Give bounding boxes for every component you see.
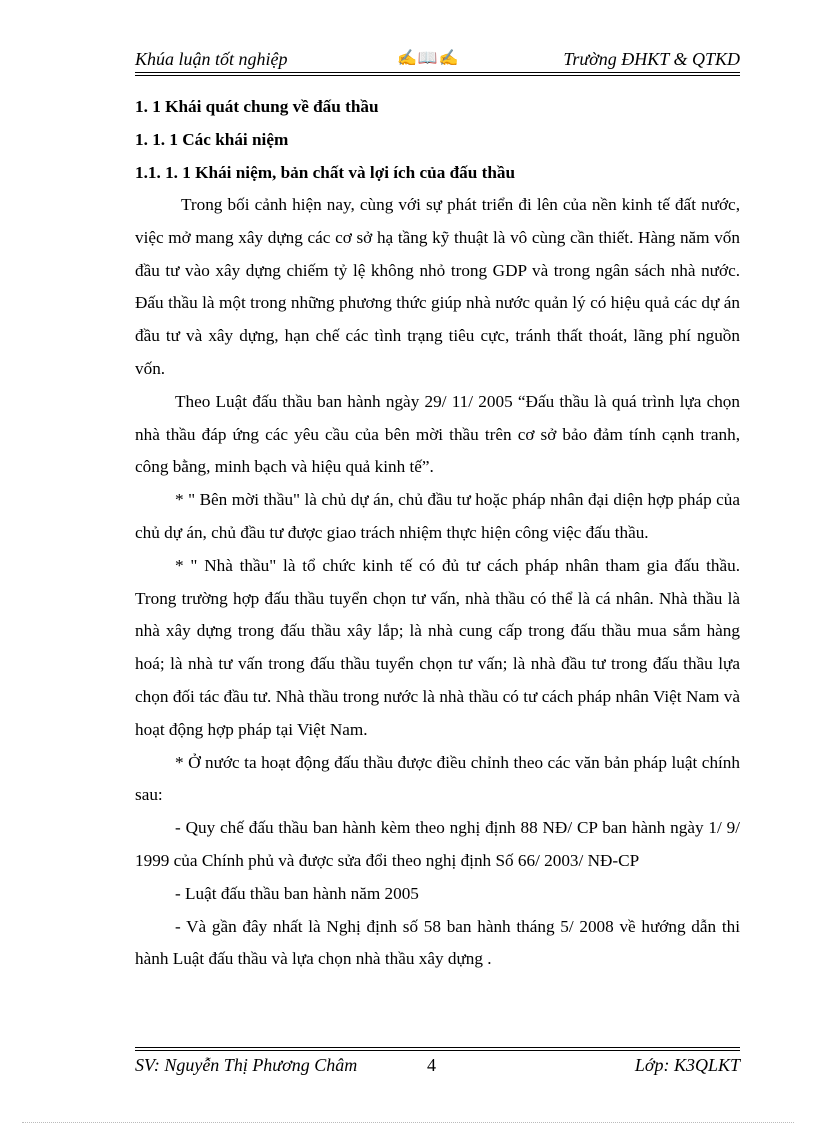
header-university: Trường ĐHKT & QTKD bbox=[563, 49, 740, 69]
heading-1-1: 1. 1. 1 Các khái niệm bbox=[135, 130, 289, 149]
page-header bbox=[135, 48, 740, 70]
paragraph-context: Trong bối cảnh hiện nay, cùng với sự phát triển đi lên của nền kinh tế đất nước, việc mở mang xây dựng các cơ sở hạ tầng kỹ thuật là vô cùng cần thiết. Hàng năm vốn đầu tư vào xây dựng chiếm tỷ lệ không nhỏ trong GDP và trong ngân sách nhà nước. Đấu thầu là một trong những phương thức giúp nhà nước quản lý có hiệu quả các dự án đầu tư và xây dựng, hạn chế các tình trạng tiêu cực, tránh thất thoát, lãng phí nguồn vốn. bbox=[135, 195, 740, 378]
header-ornament-icon: ✍📖✍ bbox=[397, 50, 460, 67]
list-item-decree-88: - Quy chế đấu thầu ban hành kèm theo nghị định 88 NĐ/ CP ban hành ngày 1/ 9/ 1999 của Chính phủ và được sửa đổi theo nghị định Số 66/ 2003/ NĐ-CP bbox=[135, 818, 740, 870]
paragraph-contractor: * " Nhà thầu" là tổ chức kinh tế có đủ tư cách pháp nhân tham gia đấu thầu. Trong trường hợp đấu thầu tuyển chọn tư vấn, nhà thầu có thể là cá nhân. Nhà thầu là nhà xây dựng trong đấu thầu xây lắp; là nhà cung cấp trong đấu thầu mua sắm hàng hoá; là nhà tư vấn trong đấu thầu tuyển chọn tư vấn; là nhà đầu tư trong đấu thầu lựa chọn đối tác đầu tư. Nhà thầu trong nước là nhà thầu có tư cách pháp nhân Việt Nam và hoạt động hợp pháp tại Việt Nam. bbox=[135, 555, 740, 739]
paragraph-bid-inviter: * " Bên mời thầu" là chủ dự án, chủ đầu tư hoặc pháp nhân đại diện hợp pháp của chủ dự án, chủ đầu tư được giao trách nhiệm thực hiện công việc đấu thầu. bbox=[135, 490, 740, 542]
page-footer bbox=[135, 1052, 740, 1076]
paragraph-law-definition: Theo Luật đấu thầu ban hành ngày 29/ 11/ 2005 “Đấu thầu là quá trình lựa chọn nhà thầu đáp ứng các yêu cầu của bên mời thầu trên cơ sở bảo đảm tính cạnh tranh, công bằng, minh bạch và hiệu quả kinh tế”. bbox=[135, 391, 740, 477]
header-thesis-title: Khúa luận tốt nghiệp bbox=[135, 49, 288, 69]
page-number: 4 bbox=[427, 1055, 436, 1075]
list-item-law-2005: - Luật đấu thầu ban hành năm 2005 bbox=[175, 883, 419, 903]
heading-1: 1. 1 Khái quát chung về đấu thầu bbox=[135, 97, 379, 116]
paragraph-legal-docs: * Ở nước ta hoạt động đấu thầu được điều chỉnh theo các văn bản pháp luật chính sau: bbox=[135, 752, 740, 805]
footer-student-name: SV: Nguyễn Thị Phương Châm bbox=[135, 1055, 358, 1075]
heading-1-1-1: 1.1. 1. 1 Khái niệm, bản chất và lợi ích của đấu thầu bbox=[135, 163, 516, 182]
footer-class: Lớp: K3QLKT bbox=[634, 1055, 740, 1075]
footer-divider bbox=[135, 1047, 740, 1051]
list-item-decree-58: - Và gần đây nhất là Nghị định số 58 ban hành tháng 5/ 2008 về hướng dẫn thi hành Luật đấu thầu và lựa chọn nhà thầu xây dựng . bbox=[135, 916, 740, 969]
page-body bbox=[135, 90, 740, 976]
header-divider bbox=[135, 72, 740, 76]
